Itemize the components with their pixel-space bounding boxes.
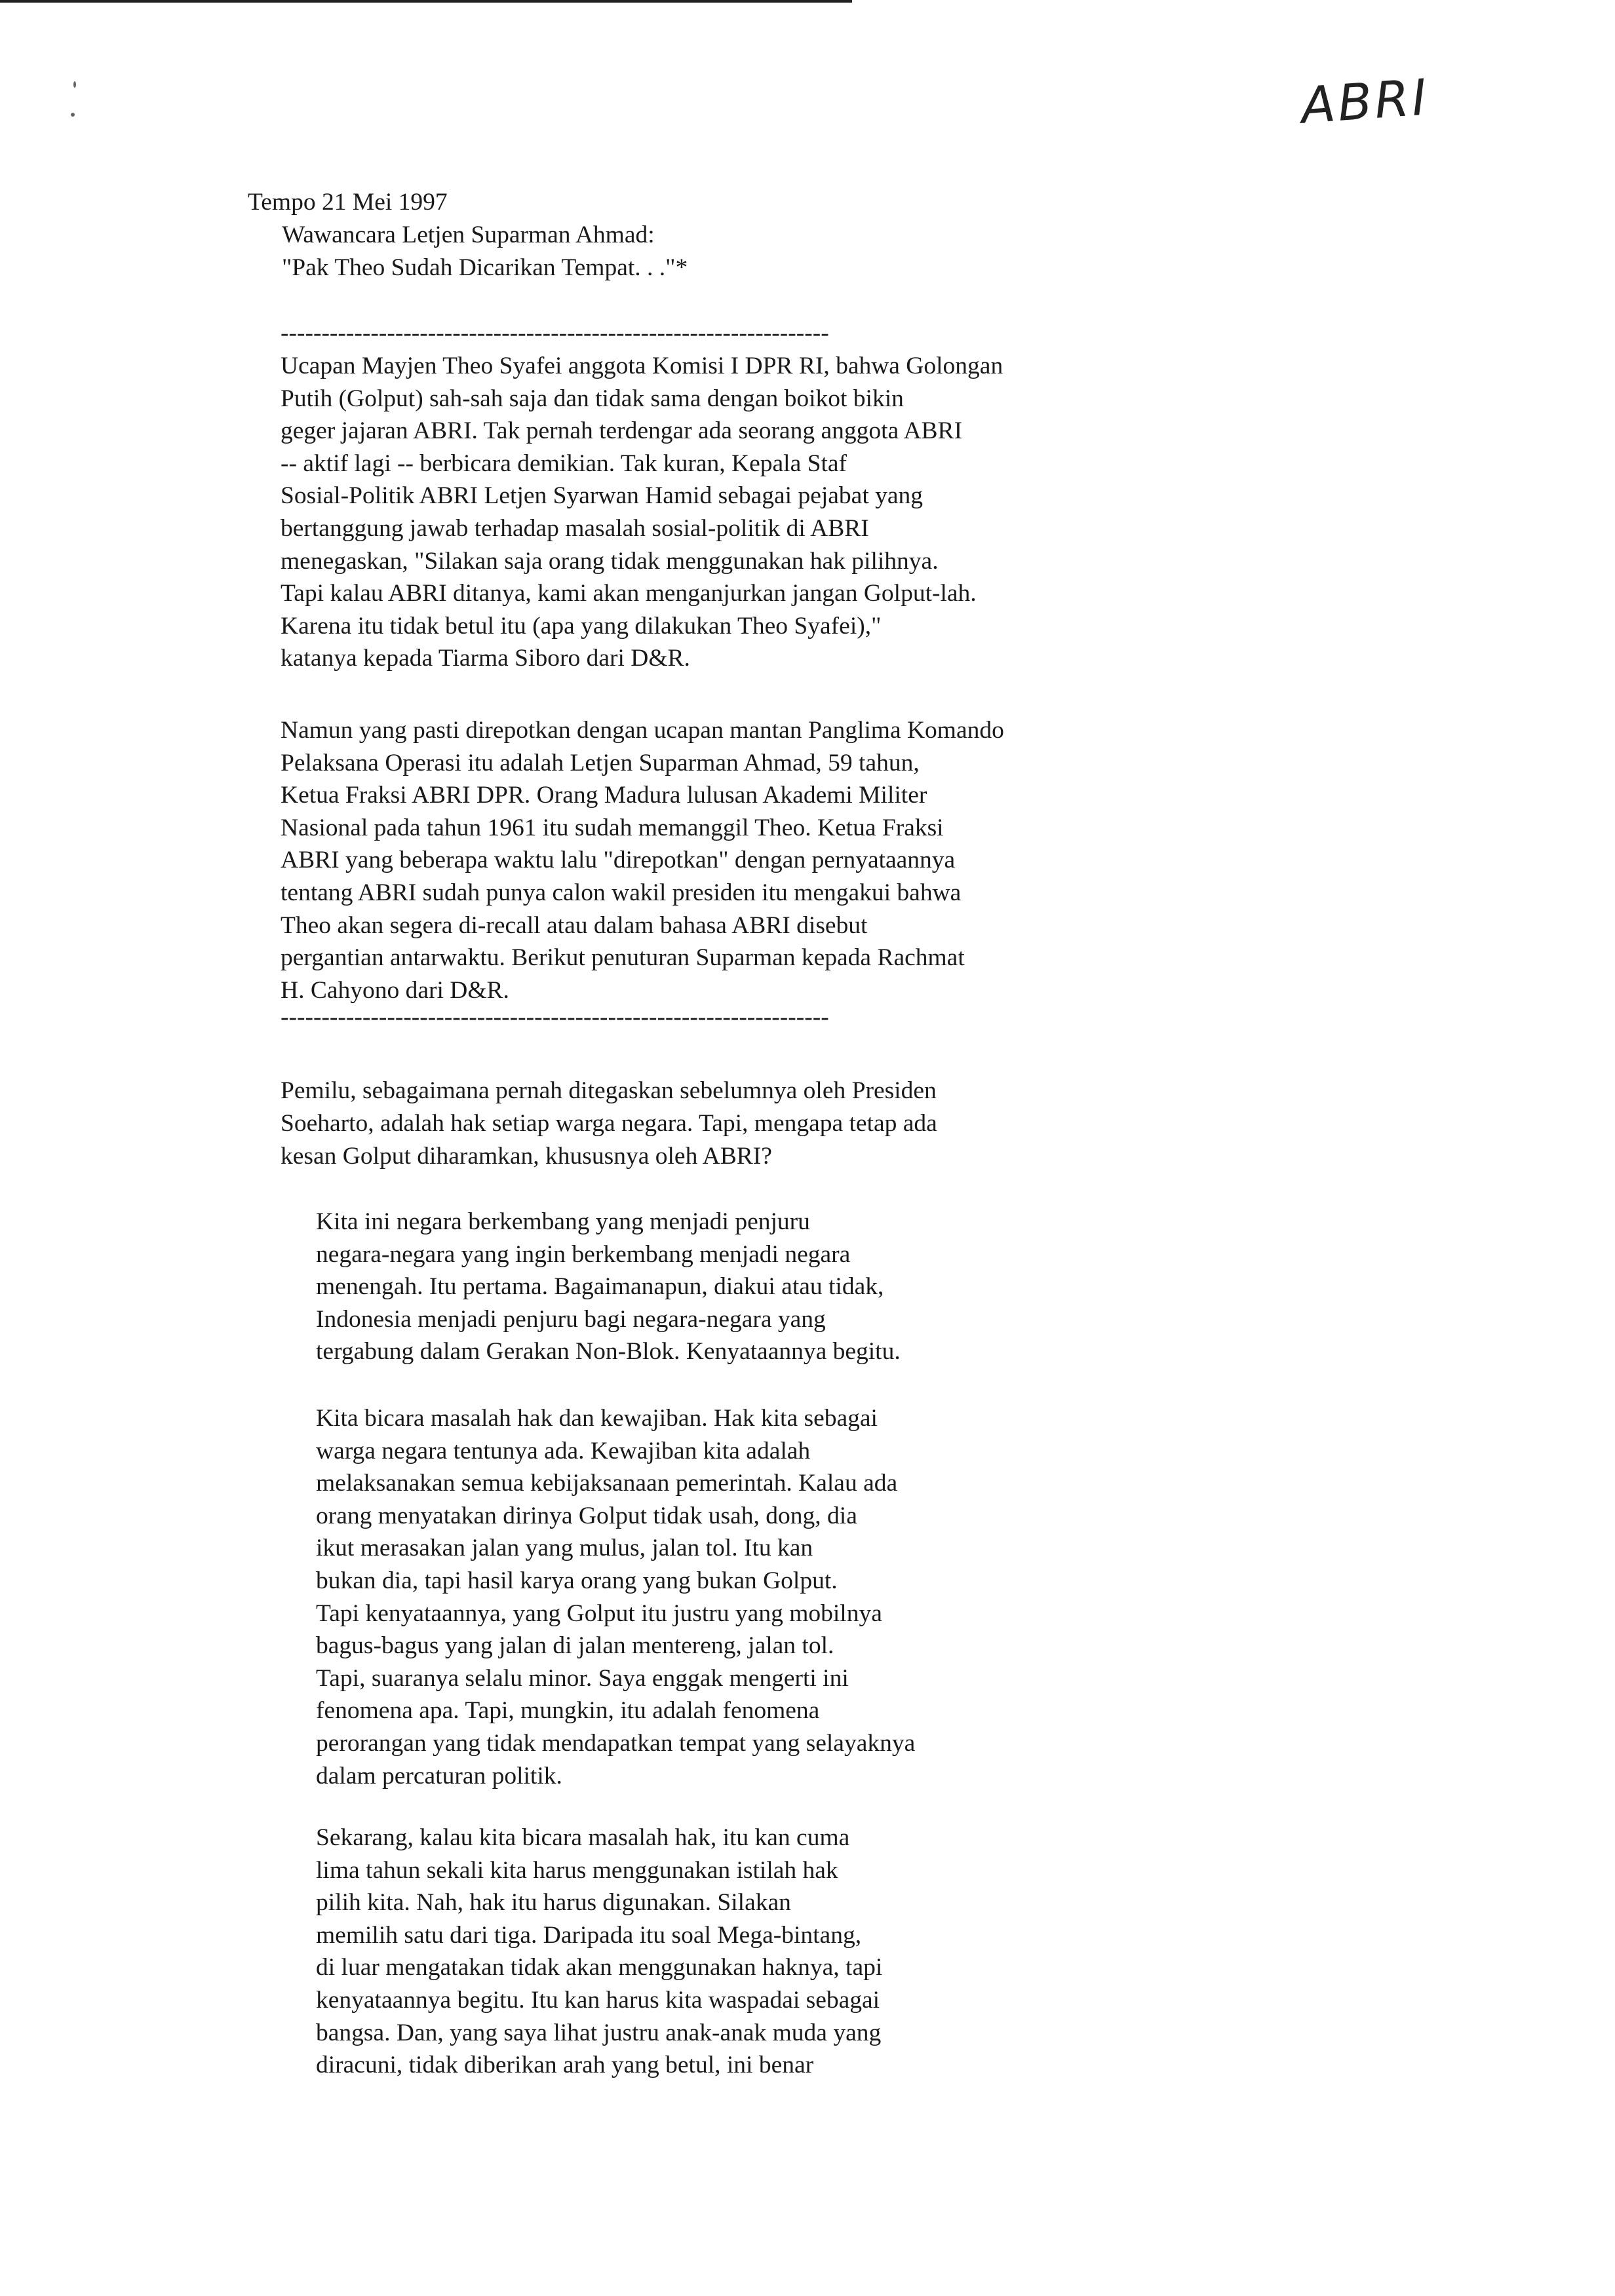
text-line: diracuni, tidak diberikan arah yang betul, ini benar <box>316 2052 814 2079</box>
text-line: Sosial-Politik ABRI Letjen Syarwan Hamid sebagai pejabat yang <box>281 482 924 510</box>
text-line: bukan dia, tapi hasil karya orang yang bukan Golput. <box>316 1567 838 1594</box>
text-line: pilih kita. Nah, hak itu harus digunakan. Silakan <box>316 1889 791 1917</box>
article-title: "Pak Theo Sudah Dicarikan Tempat. . ."* <box>282 254 688 281</box>
divider-top: ------------------------------------------------------------------- <box>281 320 829 347</box>
text-line: Kita ini negara berkembang yang menjadi penjuru <box>316 1208 810 1235</box>
text-line: Ketua Fraksi ABRI DPR. Orang Madura lulusan Akademi Militer <box>281 782 927 809</box>
text-line: bangsa. Dan, yang saya lihat justru anak-anak muda yang <box>316 2019 882 2046</box>
text-line: Putih (Golput) sah-sah saja dan tidak sama dengan boikot bikin <box>281 385 904 412</box>
text-line: katanya kepada Tiarma Siboro dari D&R. <box>281 645 690 672</box>
text-line: Indonesia menjadi penjuru bagi negara-negara yang <box>316 1305 826 1333</box>
text-line: negara-negara yang ingin berkembang menjadi negara <box>316 1240 851 1268</box>
text-line: orang menyatakan dirinya Golput tidak usah, dong, dia <box>316 1502 857 1529</box>
text-line: kesan Golput diharamkan, khususnya oleh ABRI? <box>281 1143 772 1170</box>
text-line: tergabung dalam Gerakan Non-Blok. Kenyataannya begitu. <box>316 1338 901 1366</box>
text-line: menengah. Itu pertama. Bagaimanapun, diakui atau tidak, <box>316 1273 884 1301</box>
text-line: Soeharto, adalah hak setiap warga negara. Tapi, mengapa tetap ada <box>281 1110 937 1137</box>
text-line: Kita bicara masalah hak dan kewajiban. Hak kita sebagai <box>316 1405 878 1432</box>
text-line: ikut merasakan jalan yang mulus, jalan tol. Itu kan <box>316 1535 813 1562</box>
text-line: tentang ABRI sudah punya calon wakil presiden itu mengakui bahwa <box>281 879 962 906</box>
text-line: lima tahun sekali kita harus menggunakan istilah hak <box>316 1856 838 1884</box>
text-line: warga negara tentunya ada. Kewajiban kita adalah <box>316 1437 811 1464</box>
text-line: Pemilu, sebagaimana pernah ditegaskan sebelumnya oleh Presiden <box>281 1077 937 1104</box>
text-line: Tapi, suaranya selalu minor. Saya enggak mengerti ini <box>316 1664 849 1692</box>
text-line: -- aktif lagi -- berbicara demikian. Tak kuran, Kepala Staf <box>281 450 847 477</box>
text-line: Nasional pada tahun 1961 itu sudah memanggil Theo. Ketua Fraksi <box>281 814 944 841</box>
text-line: geger jajaran ABRI. Tak pernah terdengar ada seorang anggota ABRI <box>281 417 963 445</box>
divider-bottom: ------------------------------------------------------------------- <box>281 1004 829 1031</box>
text-line: H. Cahyono dari D&R. <box>281 976 509 1004</box>
text-line: memilih satu dari tiga. Daripada itu soal Mega-bintang, <box>316 1921 862 1949</box>
text-line: ABRI yang beberapa waktu lalu "direpotkan" dengan pernyataannya <box>281 847 956 874</box>
text-line: Sekarang, kalau kita bicara masalah hak, itu kan cuma <box>316 1824 850 1851</box>
text-line: fenomena apa. Tapi, mungkin, itu adalah fenomena <box>316 1697 820 1725</box>
scan-speck <box>71 113 75 117</box>
text-line: menegaskan, "Silakan saja orang tidak menggunakan hak pilihnya. <box>281 547 939 575</box>
text-line: bagus-bagus yang jalan di jalan mentereng, jalan tol. <box>316 1632 834 1660</box>
text-line: kenyataannya begitu. Itu kan harus kita waspadai sebagai <box>316 1987 880 2014</box>
text-line: Tapi kalau ABRI ditanya, kami akan menganjurkan jangan Golput-lah. <box>281 580 977 607</box>
text-line: Pelaksana Operasi itu adalah Letjen Suparman Ahmad, 59 tahun, <box>281 749 920 776</box>
text-line: Tapi kenyataannya, yang Golput itu justru yang mobilnya <box>316 1599 882 1627</box>
text-line: dalam percaturan politik. <box>316 1762 562 1789</box>
text-line: bertanggung jawab terhadap masalah sosial-politik di ABRI <box>281 515 869 542</box>
text-line: perorangan yang tidak mendapatkan tempat yang selayaknya <box>316 1730 916 1757</box>
scan-speck <box>73 81 76 88</box>
text-line: di luar mengatakan tidak akan menggunakan haknya, tapi <box>316 1954 883 1981</box>
text-line: Karena itu tidak betul itu (apa yang dilakukan Theo Syafei)," <box>281 612 882 640</box>
handwritten-mark: ABRI <box>1299 67 1431 135</box>
scan-edge-line <box>0 0 852 3</box>
text-line: pergantian antarwaktu. Berikut penuturan Suparman kepada Rachmat <box>281 944 965 972</box>
text-line: melaksanakan semua kebijaksanaan pemerintah. Kalau ada <box>316 1470 898 1497</box>
text-line: Ucapan Mayjen Theo Syafei anggota Komisi I DPR RI, bahwa Golongan <box>281 353 1003 379</box>
text-line: Theo akan segera di-recall atau dalam bahasa ABRI disebut <box>281 911 868 939</box>
text-line: Namun yang pasti direpotkan dengan ucapan mantan Panglima Komando <box>281 717 1004 744</box>
source-line: Tempo 21 Mei 1997 <box>248 189 448 216</box>
subtitle-line: Wawancara Letjen Suparman Ahmad: <box>282 221 655 248</box>
